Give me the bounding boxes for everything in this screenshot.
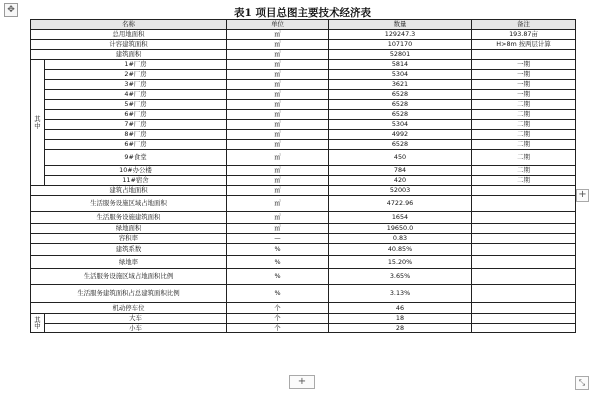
table-row (31, 314, 576, 324)
value-cell[interactable]: 40.85% (329, 244, 472, 256)
unit-cell[interactable]: ㎡ (227, 150, 329, 166)
note-cell[interactable] (472, 256, 576, 269)
note-cell[interactable]: 二期 (472, 140, 576, 150)
table-row (31, 60, 576, 70)
value-cell[interactable]: 5304 (329, 70, 472, 80)
note-cell[interactable]: 一期 (472, 80, 576, 90)
name-cell[interactable]: 7#厂房 (45, 120, 227, 130)
header-name[interactable]: 名称 (31, 20, 227, 30)
table-row (31, 110, 576, 120)
value-cell[interactable]: 28 (329, 324, 472, 333)
table-row (31, 80, 576, 90)
table-row (31, 130, 576, 140)
unit-cell[interactable]: ㎡ (227, 120, 329, 130)
table-row (31, 40, 576, 50)
group1-label-char: 其 (34, 115, 41, 124)
note-cell[interactable] (472, 50, 576, 60)
table-row (31, 100, 576, 110)
group1-label (31, 60, 45, 186)
note-cell[interactable] (472, 212, 576, 224)
table-row (31, 196, 576, 212)
value-cell[interactable]: 3.13% (329, 285, 472, 303)
name-cell[interactable]: 2#厂房 (45, 70, 227, 80)
note-cell[interactable]: 二期 (472, 100, 576, 110)
group2-label-char: 中 (34, 322, 41, 330)
tech-econ-table (30, 19, 576, 333)
note-cell[interactable] (472, 303, 576, 314)
unit-cell[interactable]: ㎡ (227, 140, 329, 150)
unit-cell[interactable]: ㎡ (227, 50, 329, 60)
note-cell[interactable]: 二期 (472, 166, 576, 176)
table-row (31, 256, 576, 269)
table-row (31, 30, 576, 40)
note-cell[interactable] (472, 224, 576, 234)
note-cell[interactable]: 一期 (472, 90, 576, 100)
table-row (31, 120, 576, 130)
unit-cell[interactable]: % (227, 256, 329, 269)
note-cell[interactable]: 二期 (472, 120, 576, 130)
table-row (31, 70, 576, 80)
unit-cell[interactable]: ㎡ (227, 110, 329, 120)
name-cell[interactable]: 9#食堂 (45, 150, 227, 166)
unit-cell[interactable]: ㎡ (227, 130, 329, 140)
name-cell[interactable]: 6#厂房 (45, 140, 227, 150)
name-cell[interactable]: 4#厂房 (45, 90, 227, 100)
value-cell[interactable]: 18 (329, 314, 472, 324)
value-cell[interactable]: 15.20% (329, 256, 472, 269)
value-cell[interactable]: 52801 (329, 50, 472, 60)
unit-cell[interactable]: ㎡ (227, 224, 329, 234)
note-cell[interactable] (472, 269, 576, 285)
note-cell[interactable]: H>8m 按两层计算 (472, 40, 576, 50)
value-cell[interactable]: 450 (329, 150, 472, 166)
note-cell[interactable]: 193.87亩 (472, 30, 576, 40)
note-cell[interactable] (472, 234, 576, 244)
group1-label-char: 中 (34, 121, 41, 130)
table-row (31, 285, 576, 303)
name-cell[interactable]: 8#厂房 (45, 130, 227, 140)
table-row (31, 303, 576, 314)
unit-cell[interactable]: ㎡ (227, 212, 329, 224)
name-cell[interactable]: 绿地面积 (31, 224, 227, 234)
name-cell[interactable]: 总用地面积 (31, 30, 227, 40)
name-cell[interactable]: 建筑占地面积 (31, 186, 227, 196)
table-row (31, 324, 576, 333)
add-row-icon[interactable]: + (289, 375, 315, 389)
note-cell[interactable] (472, 285, 576, 303)
value-cell[interactable]: 4722.96 (329, 196, 472, 212)
unit-cell[interactable]: ㎡ (227, 196, 329, 212)
name-cell[interactable]: 生活服务设施区域占地面积 (31, 196, 227, 212)
name-cell[interactable]: 1#厂房 (45, 60, 227, 70)
note-cell[interactable]: 一期 (472, 70, 576, 80)
name-cell[interactable]: 生活服务设施区域占地面积比例 (31, 269, 227, 285)
name-cell[interactable]: 容积率 (31, 234, 227, 244)
name-cell[interactable]: 小车 (45, 324, 227, 333)
value-cell[interactable]: 5304 (329, 120, 472, 130)
value-cell[interactable]: 420 (329, 176, 472, 186)
group2-label-char: 其 (34, 315, 41, 324)
value-cell[interactable]: 46 (329, 303, 472, 314)
table-row (31, 20, 576, 30)
note-cell[interactable]: 一期 (472, 60, 576, 70)
unit-cell[interactable]: ㎡ (227, 100, 329, 110)
unit-cell[interactable]: ㎡ (227, 70, 329, 80)
name-cell[interactable]: 11#宿舍 (45, 176, 227, 186)
value-cell[interactable]: 52003 (329, 186, 472, 196)
table-row (31, 212, 576, 224)
unit-cell[interactable]: ㎡ (227, 60, 329, 70)
note-cell[interactable] (472, 196, 576, 212)
value-cell[interactable]: 4992 (329, 130, 472, 140)
note-cell[interactable] (472, 186, 576, 196)
header-unit[interactable]: 单位 (227, 20, 329, 30)
unit-cell[interactable]: % (227, 244, 329, 256)
name-cell[interactable]: 生活服务建筑面积占总建筑面积比例 (31, 285, 227, 303)
table-row (31, 90, 576, 100)
value-cell[interactable]: 107170 (329, 40, 472, 50)
note-cell[interactable] (472, 324, 576, 333)
note-cell[interactable]: 二期 (472, 110, 576, 120)
add-column-icon[interactable]: + (576, 189, 589, 202)
table-row (31, 224, 576, 234)
note-cell[interactable]: 二期 (472, 150, 576, 166)
unit-cell[interactable]: 个 (227, 314, 329, 324)
note-cell[interactable] (472, 244, 576, 256)
table-body (31, 20, 576, 333)
value-cell[interactable]: 5814 (329, 60, 472, 70)
value-cell[interactable]: 1654 (329, 212, 472, 224)
value-cell[interactable]: 0.83 (329, 234, 472, 244)
table-resize-handle-icon[interactable]: ⤡ (575, 376, 589, 390)
name-cell[interactable]: 6#厂房 (45, 110, 227, 120)
table-row (31, 269, 576, 285)
table-row (31, 176, 576, 186)
unit-cell[interactable]: ㎡ (227, 166, 329, 176)
table-title: 表1 项目总图主要技术经济表 (234, 7, 371, 19)
name-cell[interactable]: 建筑面积 (31, 50, 227, 60)
note-cell[interactable]: 二期 (472, 176, 576, 186)
unit-cell[interactable]: % (227, 285, 329, 303)
table-row (31, 166, 576, 176)
value-cell[interactable]: 19650.0 (329, 224, 472, 234)
name-cell[interactable]: 10#办公楼 (45, 166, 227, 176)
value-cell[interactable]: 129247.3 (329, 30, 472, 40)
name-cell[interactable]: 绿地率 (31, 256, 227, 269)
note-cell[interactable]: 二期 (472, 130, 576, 140)
unit-cell[interactable]: ㎡ (227, 30, 329, 40)
value-cell[interactable]: 6528 (329, 100, 472, 110)
name-cell[interactable]: 大车 (45, 314, 227, 324)
name-cell[interactable]: 3#厂房 (45, 80, 227, 90)
value-cell[interactable]: 3.65% (329, 269, 472, 285)
table-row (31, 50, 576, 60)
unit-cell[interactable]: 个 (227, 303, 329, 314)
table-row (31, 150, 576, 166)
value-cell[interactable]: 6528 (329, 90, 472, 100)
unit-cell[interactable]: ㎡ (227, 176, 329, 186)
table-row (31, 140, 576, 150)
group2-label (31, 314, 45, 333)
table-row (31, 186, 576, 196)
table-row (31, 244, 576, 256)
name-cell[interactable]: 5#厂房 (45, 100, 227, 110)
unit-cell[interactable]: ㎡ (227, 186, 329, 196)
note-cell[interactable] (472, 314, 576, 324)
unit-cell[interactable]: ㎡ (227, 90, 329, 100)
unit-cell[interactable]: 个 (227, 324, 329, 333)
header-note[interactable]: 备注 (472, 20, 576, 30)
name-cell[interactable]: 机动停车位 (31, 303, 227, 314)
unit-cell[interactable]: % (227, 269, 329, 285)
value-cell[interactable]: 6528 (329, 110, 472, 120)
value-cell[interactable]: 6528 (329, 140, 472, 150)
unit-cell[interactable]: — (227, 234, 329, 244)
unit-cell[interactable]: ㎡ (227, 40, 329, 50)
header-value[interactable]: 数量 (329, 20, 472, 30)
table-move-handle-icon[interactable]: ✥ (4, 3, 18, 17)
name-cell[interactable]: 计容建筑面积 (31, 40, 227, 50)
value-cell[interactable]: 784 (329, 166, 472, 176)
name-cell[interactable]: 建筑系数 (31, 244, 227, 256)
name-cell[interactable]: 生活服务设施建筑面积 (31, 212, 227, 224)
value-cell[interactable]: 3621 (329, 80, 472, 90)
unit-cell[interactable]: ㎡ (227, 80, 329, 90)
table-row (31, 234, 576, 244)
